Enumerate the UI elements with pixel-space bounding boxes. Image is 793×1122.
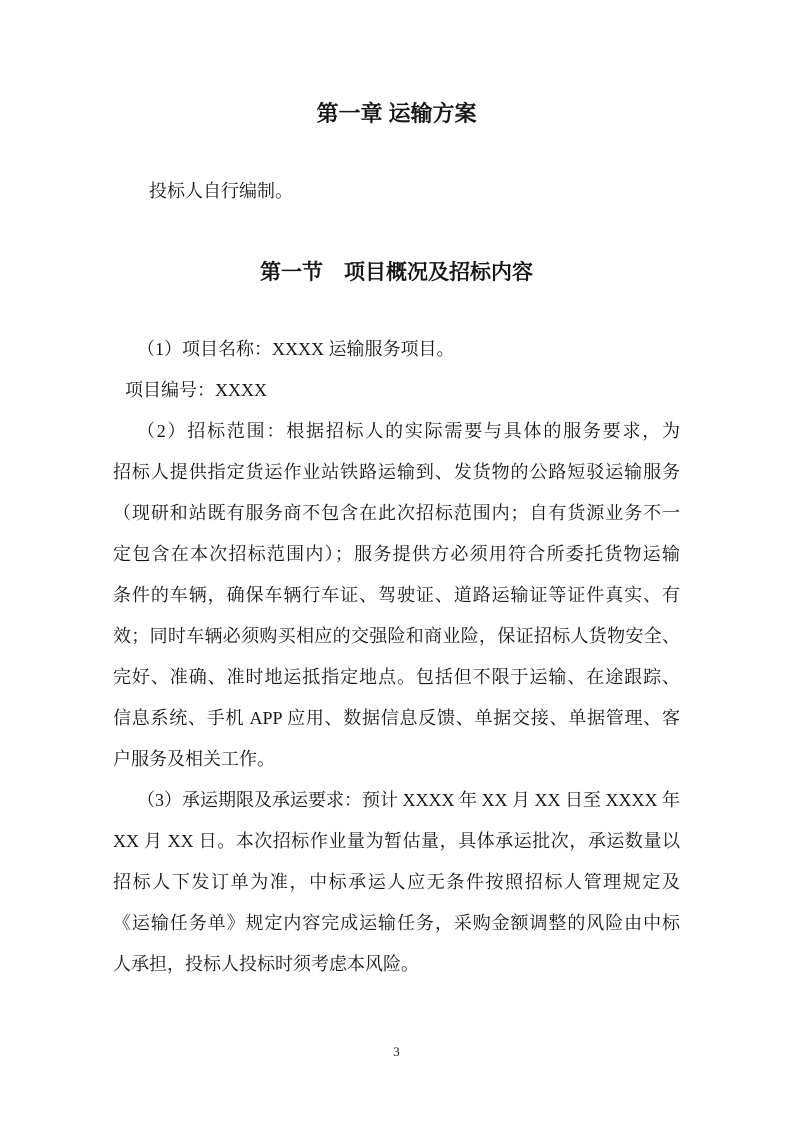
text-line: 人承担，投标人投标时须考虑本风险。 [113,954,419,974]
body-text [113,329,680,985]
text-line-project-number: 项目编号：XXXX [125,380,267,400]
text-line: 定包含在本次招标范围内）；服务提供方必须用符合所委托货物运输 [113,544,680,564]
text-line: 条件的车辆，确保车辆行车证、驾驶证、道路运输证等证件真实、有 [113,585,680,605]
text-line: 完好、准确、准时地运抵指定地点。包括但不限于运输、在途跟踪、 [113,667,680,687]
text-line: （现研和站既有服务商不包含在此次招标范围内；自有货源业务不一 [113,503,680,523]
text-line: 《运输任务单》规定内容完成运输任务，采购金额调整的风险由中标 [113,913,680,933]
text-line: 招标人提供指定货运作业站铁路运输到、发货物的公路短驳运输服务 [113,462,680,482]
text-line: 户服务及相关工作。 [113,749,275,769]
text-line: XX 月 XX 日。本次招标作业量为暂估量，具体承运批次，承运数量以 [113,831,680,851]
text-line-project-name: （1）项目名称：XXXX 运输服务项目。 [137,339,455,359]
text-line: （3）承运期限及承运要求：预计 XXXX 年 XX 月 XX 日至 XXXX 年 [137,790,680,810]
section-title: 第一节 项目概况及招标内容 [260,261,533,284]
text-line: 招标人下发订单为准，中标承运人应无条件按照招标人管理规定及 [113,872,680,892]
intro-paragraph: 投标人自行编制。 [149,181,293,201]
text-line: 信息系统、手机 APP 应用、数据信息反馈、单据交接、单据管理、客 [113,708,680,728]
text-line: （2）招标范围：根据招标人的实际需要与具体的服务要求，为 [137,421,680,441]
chapter-title: 第一章 运输方案 [316,101,477,126]
page-number: 3 [393,1044,400,1059]
text-line: 效；同时车辆必须购买相应的交强险和商业险，保证招标人货物安全、 [113,626,680,646]
